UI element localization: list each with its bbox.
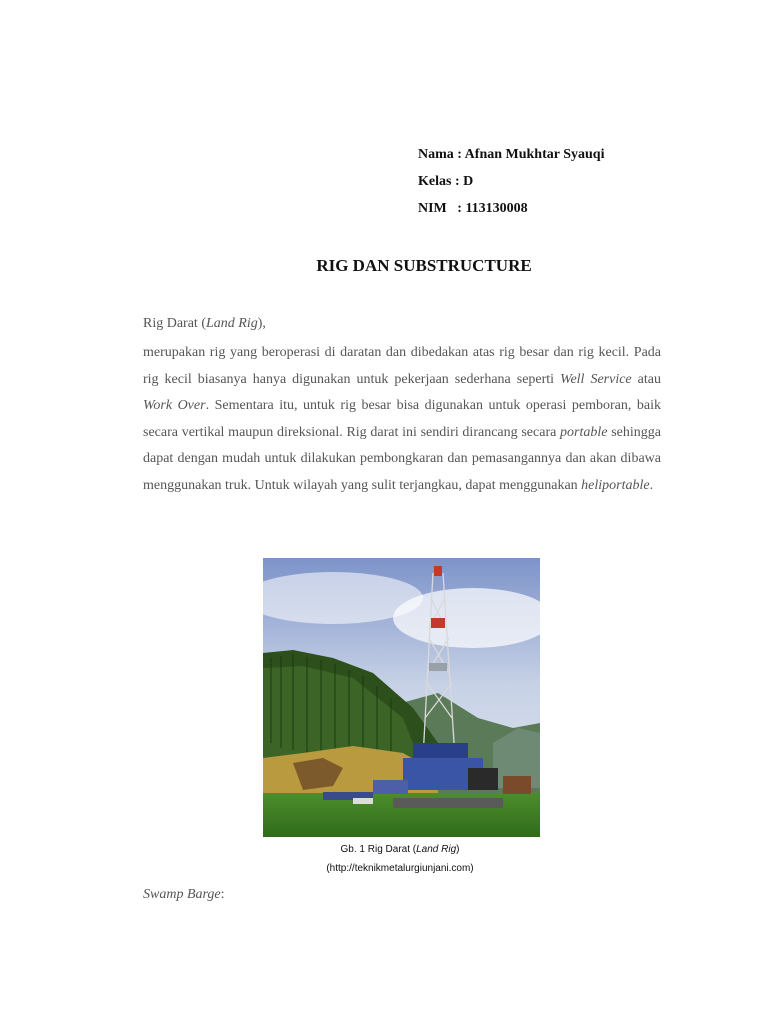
figure-caption [300, 843, 500, 857]
student-name-line: Nama : Afnan Mukhtar Syauqi [418, 147, 605, 162]
nim-label: NIM [418, 201, 447, 216]
name-label: Nama [418, 147, 454, 162]
figure-source: (http://teknikmetalurgiunjani.com) [326, 863, 474, 874]
student-class-line: Kelas : D [418, 174, 474, 189]
class-value: D [463, 174, 474, 189]
para-text-3: . Sementara itu, untuk rig besar bisa digunakan untuk operasi pemboran, baik secara vertikal maupun direksional. Rig darat ini sendiri dirancang secara [143, 398, 661, 440]
para-text-5: . [649, 477, 654, 493]
heading-suffix: ), [257, 316, 266, 331]
term-portable: portable [560, 424, 608, 440]
heading-italic: Land Rig [205, 316, 258, 331]
term-heliportable: heliportable [581, 477, 650, 493]
student-info [418, 144, 604, 225]
para-text-2: atau [631, 371, 661, 387]
section-heading-swamp-barge [143, 887, 225, 903]
heading-prefix: Rig Darat ( [143, 316, 206, 331]
land-rig-paragraph [143, 340, 661, 500]
term-work-over: Work Over [143, 398, 206, 414]
para-text-4: sehingga dapat dengan mudah untuk dilakukan pembongkaran dan pemasangannya dan akan dibawa menggunakan truk. Untuk wilayah yang sulit terjangkau, dapat menggunakan [143, 424, 661, 493]
page-title: RIG DAN SUBSTRUCTURE [316, 256, 532, 275]
caption-suffix: ) [456, 844, 460, 855]
student-nim-line: NIM : 113130008 [418, 201, 528, 216]
section-heading-land-rig [143, 316, 266, 332]
class-label: Kelas [418, 174, 452, 189]
term-well-service: Well Service [560, 371, 632, 387]
name-value: Afnan Mukhtar Syauqi [464, 147, 605, 162]
swamp-heading-suffix: : [220, 887, 225, 902]
para-text-1: merupakan rig yang beroperasi di daratan dan dibedakan atas rig besar dan rig kecil. Pada rig kecil biasanya hanya digunakan untuk pekerjaan sederhana seperti [143, 345, 661, 387]
caption-italic: Land Rig [416, 844, 457, 855]
nim-value: 113130008 [465, 201, 528, 216]
swamp-heading-text: Swamp Barge [143, 887, 221, 902]
land-rig-photo [263, 558, 540, 837]
caption-prefix: Gb. 1 Rig Darat ( [340, 844, 417, 855]
